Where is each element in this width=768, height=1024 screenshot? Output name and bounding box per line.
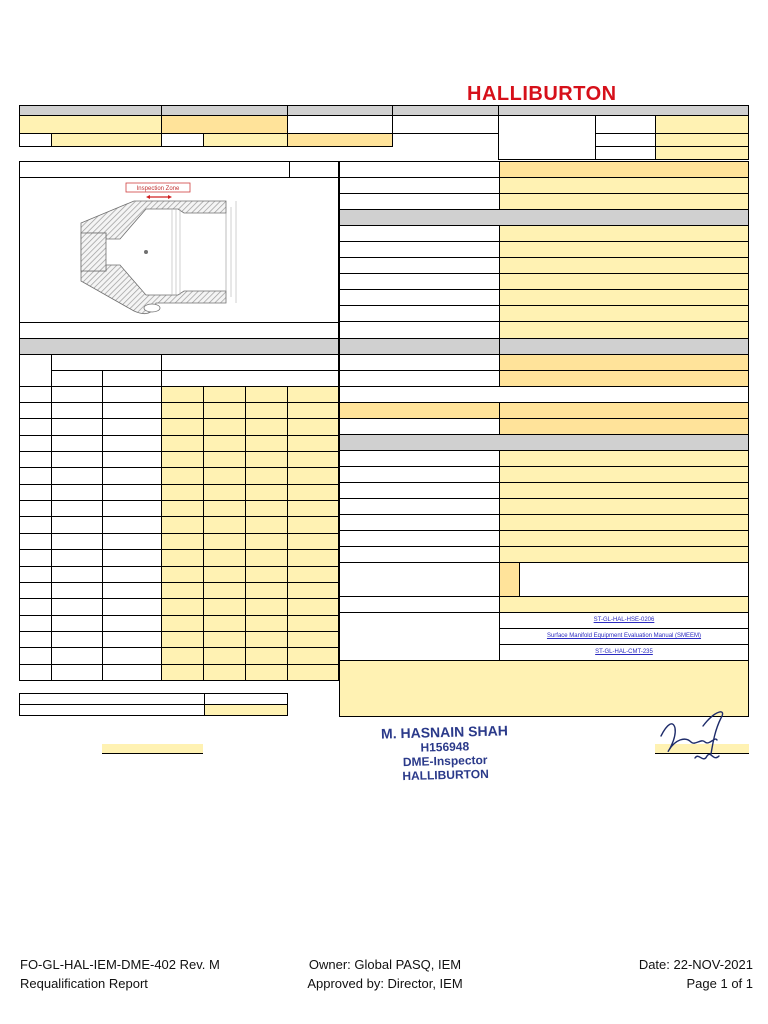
table-row-cell	[102, 516, 162, 534]
measurement-input[interactable]	[203, 664, 246, 681]
stamp-title: DME-Inspector	[402, 752, 488, 770]
stamp-id: H156948	[420, 739, 470, 755]
measurement-input[interactable]	[203, 467, 246, 485]
table-header-cell	[161, 370, 339, 387]
measurement-input[interactable]	[287, 664, 339, 681]
table-row-cell	[102, 435, 162, 452]
input-field[interactable]	[204, 704, 288, 716]
doc-approver: Approved by: Director, IEM	[307, 976, 463, 991]
table-row-cell	[19, 631, 52, 648]
table-row-cell	[51, 386, 103, 403]
table-row-cell	[19, 647, 52, 665]
measurement-input[interactable]	[287, 435, 339, 452]
measurement-input[interactable]	[161, 467, 204, 485]
table-row-cell	[102, 615, 162, 632]
measurement-input[interactable]	[245, 598, 288, 616]
measurement-input[interactable]	[245, 484, 288, 501]
measurement-input[interactable]	[203, 500, 246, 517]
doc-number: FO-GL-HAL-IEM-DME-402 Rev. M	[20, 957, 220, 972]
measurement-input[interactable]	[203, 418, 246, 436]
measurement-input[interactable]	[287, 418, 339, 436]
table-row-cell	[51, 549, 103, 567]
doc-date: Date: 22-NOV-2021	[638, 957, 753, 972]
measurement-input[interactable]	[287, 533, 339, 550]
measurement-input[interactable]	[287, 500, 339, 517]
table-row-cell	[51, 402, 103, 419]
measurement-input[interactable]	[161, 533, 204, 550]
label-cell	[19, 704, 205, 716]
measurement-input[interactable]	[245, 631, 288, 648]
measurement-input[interactable]	[161, 386, 204, 403]
table-row-cell	[19, 435, 52, 452]
measurement-input[interactable]	[161, 484, 204, 501]
table-row-cell	[19, 500, 52, 517]
measurement-input[interactable]	[161, 451, 204, 468]
measurement-input[interactable]	[245, 451, 288, 468]
table-row-cell	[19, 598, 52, 616]
table-row-cell	[19, 615, 52, 632]
table-row-cell	[19, 402, 52, 419]
table-row-cell	[19, 467, 52, 485]
table-row-cell	[19, 516, 52, 534]
measurement-input[interactable]	[161, 582, 204, 599]
handwritten-signature	[655, 706, 735, 770]
measurement-input[interactable]	[245, 467, 288, 485]
measurement-input[interactable]	[245, 435, 288, 452]
table-row-cell	[51, 435, 103, 452]
measurement-input[interactable]	[287, 631, 339, 648]
measurement-input[interactable]	[245, 386, 288, 403]
table-header-cell	[161, 354, 339, 371]
inspection-zone-label: Inspection Zone	[136, 186, 180, 192]
table-row-cell	[51, 467, 103, 485]
table-row-cell	[19, 451, 52, 468]
table-row-cell	[102, 484, 162, 501]
table-row-cell	[19, 566, 52, 583]
measurement-input[interactable]	[203, 582, 246, 599]
measurement-input[interactable]	[245, 582, 288, 599]
measurement-input[interactable]	[287, 615, 339, 632]
doc-title: Requalification Report	[20, 976, 148, 991]
table-row-cell	[19, 386, 52, 403]
measurement-input[interactable]	[161, 647, 204, 665]
stamp-name: M. HASNAIN SHAH	[380, 722, 509, 742]
measurement-input[interactable]	[203, 533, 246, 550]
measurement-input[interactable]	[203, 566, 246, 583]
measurement-input[interactable]	[245, 500, 288, 517]
table-row-cell	[102, 467, 162, 485]
table-row-cell	[51, 566, 103, 583]
table-row-cell	[51, 516, 103, 534]
table-row-cell	[19, 418, 52, 436]
table-header-cell	[51, 370, 103, 387]
measurement-input[interactable]	[245, 664, 288, 681]
measurement-input[interactable]	[245, 418, 288, 436]
table-row-cell	[102, 598, 162, 616]
measurement-input[interactable]	[287, 566, 339, 583]
measurement-input[interactable]	[161, 418, 204, 436]
table-row-cell	[19, 533, 52, 550]
table-header-cell	[19, 354, 52, 387]
table-row-cell	[102, 533, 162, 550]
table-row-cell	[102, 418, 162, 436]
table-row-cell	[51, 615, 103, 632]
measurement-input[interactable]	[287, 598, 339, 616]
measurement-input[interactable]	[245, 402, 288, 419]
measurement-input[interactable]	[245, 615, 288, 632]
inspector-signature-field[interactable]	[102, 744, 203, 754]
table-row-cell	[51, 631, 103, 648]
reference-link-smeem[interactable]: Surface Manifold Equipment Evaluation Manual (SMEEM)	[499, 628, 749, 645]
measurement-input[interactable]	[203, 402, 246, 419]
measurement-input[interactable]	[161, 631, 204, 648]
table-row-cell	[19, 549, 52, 567]
measurement-input[interactable]	[287, 647, 339, 665]
measurement-input[interactable]	[203, 451, 246, 468]
table-row-cell	[102, 664, 162, 681]
measurement-input[interactable]	[287, 451, 339, 468]
table-row-cell	[51, 451, 103, 468]
table-header-cell	[51, 354, 162, 371]
measurement-input[interactable]	[161, 516, 204, 534]
measurement-input[interactable]	[203, 598, 246, 616]
measurement-input[interactable]	[161, 566, 204, 583]
table-row-cell	[51, 598, 103, 616]
measurement-input[interactable]	[161, 402, 204, 419]
measurement-input[interactable]	[245, 566, 288, 583]
inspector-stamp	[359, 722, 531, 786]
table-row-cell	[102, 386, 162, 403]
table-row-cell	[102, 647, 162, 665]
table-row-cell	[51, 500, 103, 517]
company-logo: HALLIBURTON	[467, 83, 617, 105]
measurement-input[interactable]	[287, 484, 339, 501]
reference-link-cmt[interactable]: ST-GL-HAL-CMT-235	[499, 644, 749, 661]
measurement-input[interactable]	[161, 549, 204, 567]
measurement-input[interactable]	[287, 549, 339, 567]
table-row-cell	[51, 533, 103, 550]
measurement-input[interactable]	[245, 516, 288, 534]
table-row-cell	[102, 631, 162, 648]
measurement-input[interactable]	[203, 631, 246, 648]
table-section-header	[19, 338, 339, 355]
measurement-input[interactable]	[161, 435, 204, 452]
table-row-cell	[19, 484, 52, 501]
measurement-input[interactable]	[161, 500, 204, 517]
table-row-cell	[102, 500, 162, 517]
table-header-cell	[102, 370, 162, 387]
measurement-input[interactable]	[245, 647, 288, 665]
table-row-cell	[51, 582, 103, 599]
measurement-input[interactable]	[203, 549, 246, 567]
doc-owner: Owner: Global PASQ, IEM	[308, 957, 462, 972]
table-row-cell	[51, 664, 103, 681]
table-row-cell	[19, 582, 52, 599]
measurement-input[interactable]	[161, 615, 204, 632]
measurement-input[interactable]	[245, 549, 288, 567]
measurement-input[interactable]	[203, 647, 246, 665]
stamp-company: HALLIBURTON	[402, 766, 489, 784]
table-row-cell	[102, 451, 162, 468]
table-row-cell	[102, 402, 162, 419]
measurement-input[interactable]	[245, 533, 288, 550]
measurement-input[interactable]	[203, 435, 246, 452]
measurement-input[interactable]	[287, 402, 339, 419]
table-row-cell	[102, 582, 162, 599]
table-row-cell	[102, 566, 162, 583]
table-row-cell	[51, 484, 103, 501]
measurement-input[interactable]	[161, 664, 204, 681]
page-number: Page 1 of 1	[686, 976, 753, 991]
table-row-cell	[51, 418, 103, 436]
table-row-cell	[19, 664, 52, 681]
table-row-cell	[102, 549, 162, 567]
measurement-input[interactable]	[203, 615, 246, 632]
measurement-input[interactable]	[161, 598, 204, 616]
measurement-input[interactable]	[203, 386, 246, 403]
measurement-input[interactable]	[203, 484, 246, 501]
reference-link-hse[interactable]: ST-GL-HAL-HSE-0206	[499, 612, 749, 629]
measurement-input[interactable]	[203, 516, 246, 534]
measurement-input[interactable]	[287, 516, 339, 534]
table-row-cell	[51, 647, 103, 665]
measurement-input[interactable]	[287, 582, 339, 599]
measurement-input[interactable]	[287, 386, 339, 403]
measurement-input[interactable]	[287, 467, 339, 485]
